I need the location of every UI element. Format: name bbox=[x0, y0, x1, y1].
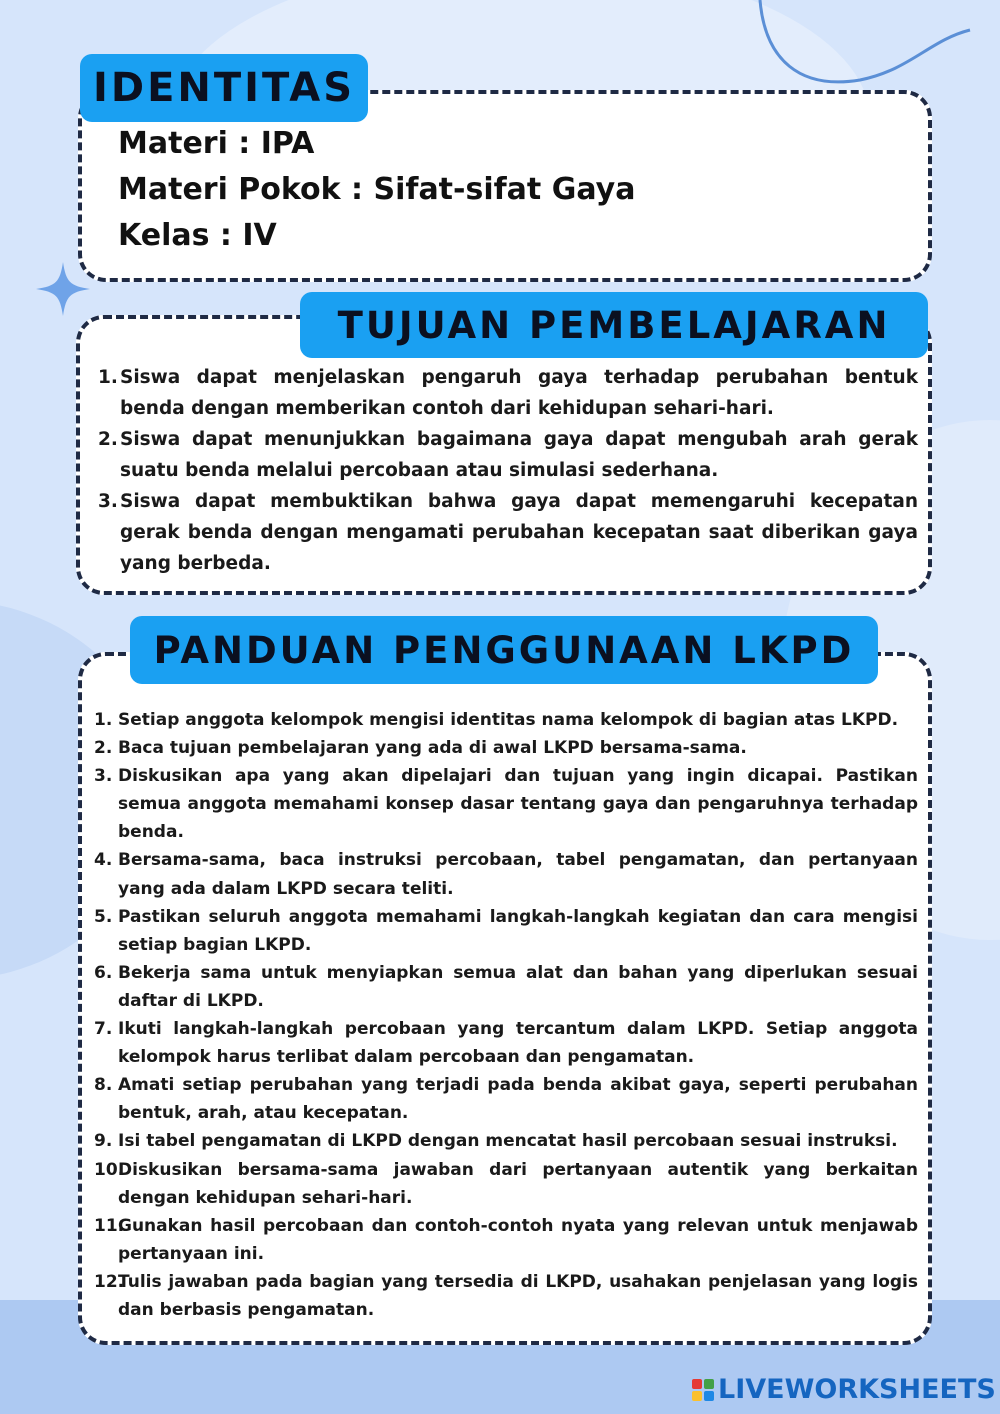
list-item-text: Diskusikan bersama-sama jawaban dari pertanyaan autentik yang berkaitan dengan kehidupan sehari-hari. bbox=[118, 1159, 918, 1208]
brand-logo-square bbox=[692, 1379, 702, 1389]
list-item-text: Ikuti langkah-langkah percobaan yang tercantum dalam LKPD. Setiap anggota kelompok harus terlibat dalam percobaan dan pengamatan. bbox=[118, 1019, 918, 1068]
identity-title: IDENTITAS bbox=[80, 54, 368, 122]
list-item-number: 6. bbox=[94, 962, 113, 983]
list-item-number: 8. bbox=[94, 1075, 113, 1096]
brand-logo-square bbox=[704, 1379, 714, 1389]
list-item-text: Siswa dapat menjelaskan pengaruh gaya terhadap perubahan bentuk benda dengan memberikan contoh dari kehidupan sehari-hari. bbox=[120, 367, 918, 419]
list-item-text: Isi tabel pengamatan di LKPD dengan mencatat hasil percobaan sesuai instruksi. bbox=[118, 1131, 898, 1152]
list-item-text: Diskusikan apa yang akan dipelajari dan tujuan yang ingin dicapai. Pastikan semua anggota memahami konsep dasar tentang gaya dan pengaruhnya terhadap benda. bbox=[118, 766, 918, 843]
list-item-text: Tulis jawaban pada bagian yang tersedia di LKPD, usahakan penjelasan yang logis dan berbasis pengamatan. bbox=[118, 1271, 918, 1320]
list-item bbox=[94, 1156, 918, 1212]
list-item-number: 7. bbox=[94, 1019, 113, 1040]
list-item bbox=[98, 424, 918, 486]
brand-logo-icon bbox=[692, 1379, 714, 1401]
list-item-number: 11. bbox=[94, 1215, 125, 1236]
list-item-number: 9. bbox=[94, 1131, 113, 1152]
list-item-text: Bekerja sama untuk menyiapkan semua alat dan bahan yang diperlukan sesuai daftar di LKPD. bbox=[118, 962, 918, 1011]
guide-title: PANDUAN PENGGUNAAN LKPD bbox=[130, 616, 878, 684]
list-item bbox=[94, 762, 918, 846]
list-item-text: Pastikan seluruh anggota memahami langkah-langkah kegiatan dan cara mengisi setiap bagian LKPD. bbox=[118, 906, 918, 955]
list-item bbox=[94, 846, 918, 902]
list-item-text: Siswa dapat membuktikan bahwa gaya dapat memengaruhi kecepatan gerak benda dengan mengamati perubahan kecepatan saat diberikan gaya yang berbeda. bbox=[120, 491, 918, 574]
list-item bbox=[98, 362, 918, 424]
list-item bbox=[94, 1071, 918, 1127]
list-item bbox=[98, 486, 918, 579]
list-item-number: 2. bbox=[98, 429, 118, 450]
identity-class: Kelas : IV bbox=[118, 218, 277, 253]
liveworksheets-logo[interactable] bbox=[692, 1374, 996, 1405]
guide-list bbox=[94, 706, 918, 1324]
list-item-text: Baca tujuan pembelajaran yang ada di awal LKPD bersama-sama. bbox=[118, 738, 747, 759]
list-item-number: 3. bbox=[98, 491, 118, 512]
objectives-title: TUJUAN PEMBELAJARAN bbox=[300, 292, 928, 358]
list-item bbox=[94, 959, 918, 1015]
list-item-number: 12. bbox=[94, 1271, 125, 1292]
objectives-list bbox=[98, 362, 918, 579]
list-item-text: Setiap anggota kelompok mengisi identitas nama kelompok di bagian atas LKPD. bbox=[118, 710, 899, 730]
list-item bbox=[94, 1015, 918, 1071]
identity-subject: Materi : IPA bbox=[118, 126, 315, 161]
list-item bbox=[94, 706, 918, 734]
list-item bbox=[94, 1268, 918, 1324]
brand-logo-square bbox=[692, 1391, 702, 1401]
list-item bbox=[94, 1127, 918, 1155]
list-item-text: Amati setiap perubahan yang terjadi pada benda akibat gaya, seperti perubahan bentuk, arah, atau kecepatan. bbox=[118, 1075, 918, 1124]
list-item-number: 10. bbox=[94, 1159, 125, 1180]
list-item bbox=[94, 1212, 918, 1268]
list-item-number: 3. bbox=[94, 766, 113, 787]
list-item bbox=[94, 734, 918, 762]
list-item-number: 2. bbox=[94, 738, 113, 759]
list-item-number: 4. bbox=[94, 850, 113, 871]
identity-topic: Materi Pokok : Sifat-sifat Gaya bbox=[118, 172, 636, 207]
sparkle-icon bbox=[36, 262, 90, 316]
brand-text: LIVEWORKSHEETS bbox=[718, 1374, 996, 1405]
list-item-text: Siswa dapat menunjukkan bagaimana gaya dapat mengubah arah gerak suatu benda melalui percobaan atau simulasi sederhana. bbox=[120, 429, 918, 481]
list-item-number: 5. bbox=[94, 906, 113, 927]
list-item-text: Gunakan hasil percobaan dan contoh-contoh nyata yang relevan untuk menjawab pertanyaan ini. bbox=[118, 1215, 918, 1264]
list-item-text: Bersama-sama, baca instruksi percobaan, tabel pengamatan, dan pertanyaan yang ada dalam LKPD secara teliti. bbox=[118, 850, 918, 899]
list-item-number: 1. bbox=[94, 710, 113, 730]
list-item bbox=[94, 903, 918, 959]
list-item-number: 1. bbox=[98, 367, 118, 388]
brand-logo-square bbox=[704, 1391, 714, 1401]
